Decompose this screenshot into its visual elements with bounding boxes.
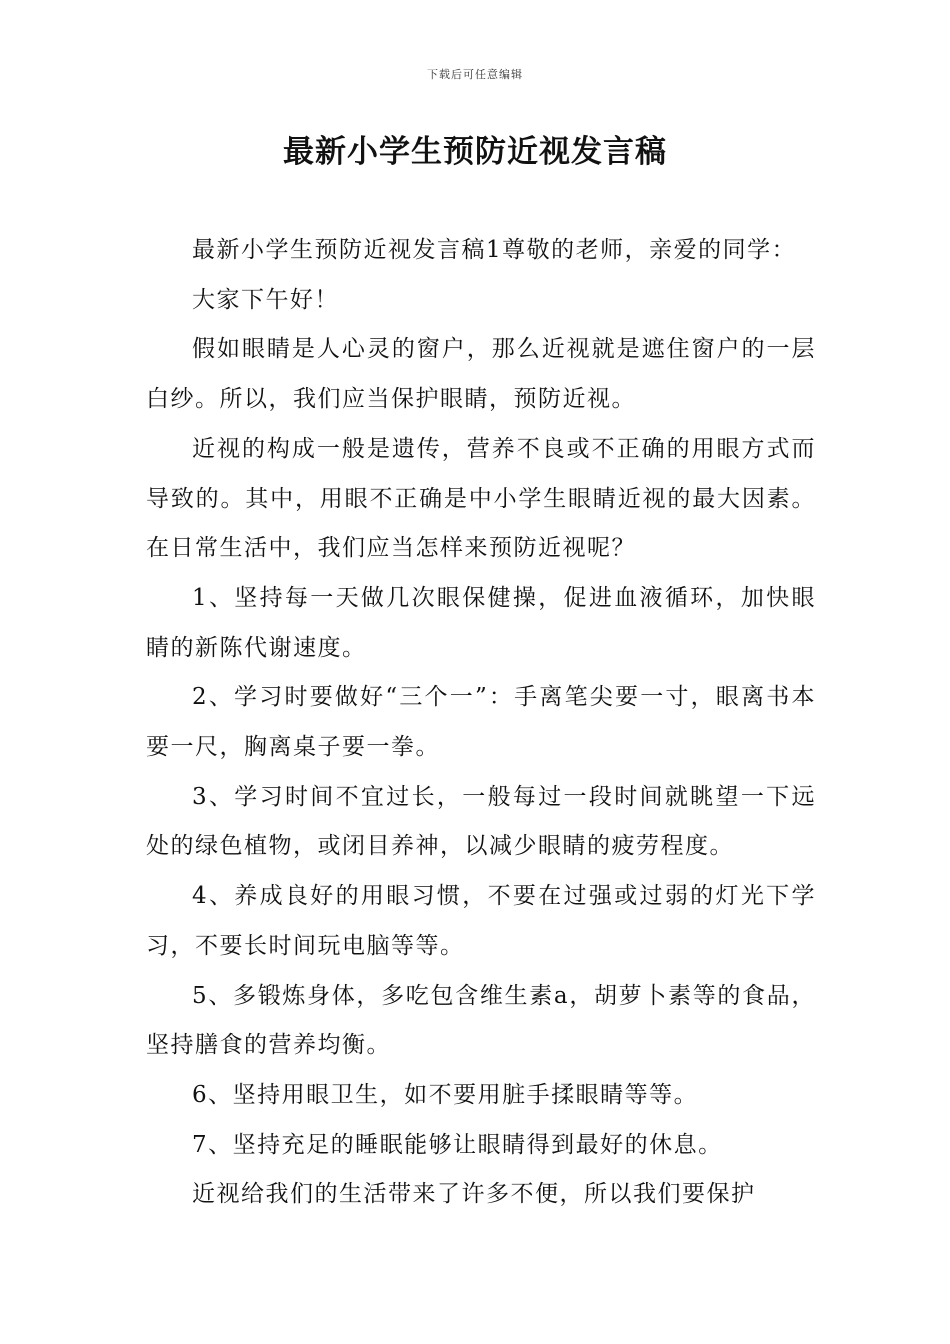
paragraph-tip-2: 2、学习时要做好“三个一”：手离笔尖要一寸，眼离书本要一尺，胸离桌子要一拳。 — [146, 684, 816, 761]
document-body — [146, 226, 816, 1220]
paragraph-intro: 假如眼睛是人心灵的窗户，那么近视就是遮住窗户的一层白纱。所以，我们应当保护眼睛，预防近视。 — [146, 336, 816, 413]
header-note: 下载后可任意编辑 — [427, 68, 523, 81]
paragraph-tip-6: 6、坚持用眼卫生，如不要用脏手揉眼睛等等。 — [192, 1081, 699, 1108]
paragraph-conclusion: 近视给我们的生活带来了许多不便，所以我们要保护 — [192, 1181, 756, 1208]
paragraph-tip-5: 5、多锻炼身体，多吃包含维生素a，胡萝卜素等的食品，坚持膳食的营养均衡。 — [146, 982, 816, 1059]
paragraph-tip-4: 4、养成良好的用眼习惯，不要在过强或过弱的灯光下学习，不要长时间玩电脑等等。 — [146, 883, 816, 959]
paragraph-greeting-line: 最新小学生预防近视发言稿1尊敬的老师，亲爱的同学： — [192, 237, 797, 263]
paragraph-tip-3: 3、学习时间不宜过长，一般每过一段时间就眺望一下远处的绿色植物，或闭目养神，以减少眼睛的疲劳程度。 — [146, 783, 816, 860]
paragraph-causes: 近视的构成一般是遗传，营养不良或不正确的用眼方式而导致的。其中，用眼不正确是中小学生眼睛近视的最大因素。在日常生活中，我们应当怎样来预防近视呢？ — [146, 435, 816, 562]
paragraph-tip-7: 7、坚持充足的睡眠能够让眼睛得到最好的休息。 — [192, 1131, 723, 1158]
paragraph-salutation: 大家下午好！ — [192, 286, 339, 313]
paragraph-tip-1: 1、坚持每一天做几次眼保健操，促进血液循环，加快眼睛的新陈代谢速度。 — [146, 584, 816, 661]
document-title: 最新小学生预防近视发言稿 — [283, 134, 667, 170]
